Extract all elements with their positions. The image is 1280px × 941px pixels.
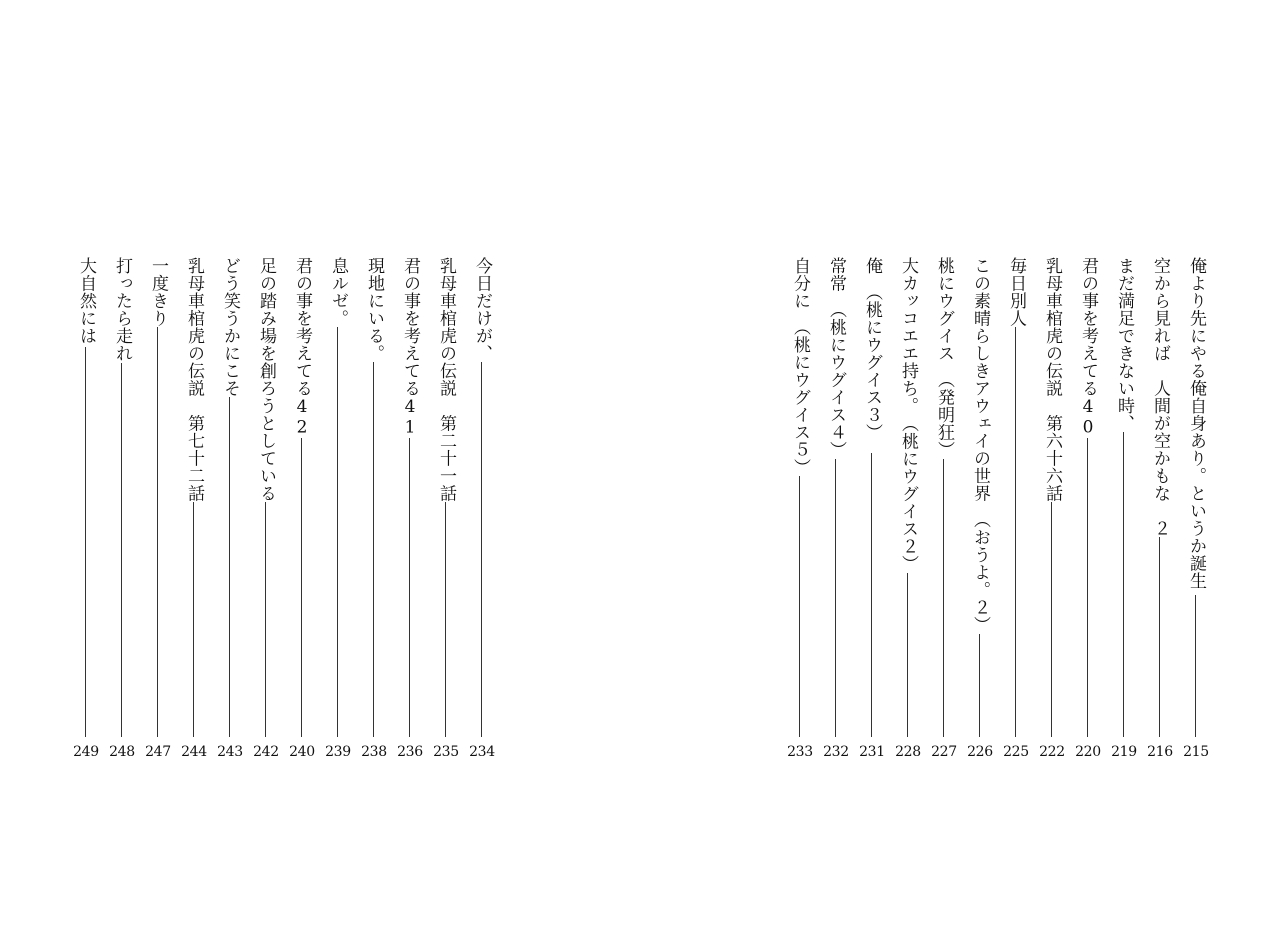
- toc-entry-page: 239: [325, 744, 351, 760]
- toc-entry[interactable]: [286, 257, 318, 767]
- toc-entry[interactable]: [1108, 257, 1140, 767]
- leader-line: [907, 547, 908, 737]
- toc-entry-title: 自分に （桃にウグイス５）: [786, 257, 814, 476]
- leader-line: [943, 443, 944, 737]
- toc-entry-title: 俺より先にやる俺自身あり。というか誕生: [1182, 257, 1210, 590]
- toc-entry-page: 242: [253, 744, 279, 760]
- toc-entry[interactable]: [784, 257, 816, 767]
- toc-entry-title: 乳母車棺虎の伝説 第七十二話: [180, 257, 208, 502]
- toc-entry-page: 236: [397, 744, 423, 760]
- toc-entry-page: 219: [1111, 744, 1137, 760]
- leader-line: [337, 323, 338, 737]
- toc-entry-page: 215: [1183, 744, 1209, 760]
- leader-line: [301, 415, 302, 737]
- toc-entry-title: 打ったら走れ: [108, 257, 136, 362]
- toc-entry-title: 足の踏み場を創ろうとしている: [252, 257, 280, 502]
- toc-entry-title: 息ルゼ。: [324, 257, 352, 327]
- toc-entry-title: 乳母車棺虎の伝説 第二十一話: [432, 257, 460, 502]
- toc-entry-title: 大カッコエエ持ち。 （桃にウグイス２）: [894, 257, 922, 573]
- toc-page-right: [640, 0, 1280, 941]
- leader-line: [193, 491, 194, 737]
- toc-entry[interactable]: [250, 257, 282, 767]
- toc-entry-page: 231: [859, 744, 885, 760]
- leader-line: [835, 443, 836, 737]
- toc-entry[interactable]: [892, 257, 924, 767]
- toc-entry-page: 220: [1075, 744, 1101, 760]
- toc-entry-page: 247: [145, 744, 171, 760]
- toc-entry[interactable]: [142, 257, 174, 767]
- toc-entry[interactable]: [820, 257, 852, 767]
- toc-entry[interactable]: [1072, 257, 1104, 767]
- toc-entry-title: 乳母車棺虎の伝説 第六十六話: [1038, 257, 1066, 502]
- toc-entry[interactable]: [430, 257, 462, 767]
- leader-line: [373, 351, 374, 737]
- toc-entry[interactable]: [928, 257, 960, 767]
- toc-entry-title: 毎日別人: [1002, 257, 1030, 327]
- leader-line: [1159, 525, 1160, 737]
- leader-line: [799, 463, 800, 737]
- toc-entry[interactable]: [394, 257, 426, 767]
- leader-line: [481, 347, 482, 737]
- toc-entry-page: 248: [109, 744, 135, 760]
- toc-entry[interactable]: [214, 257, 246, 767]
- toc-entry-page: 243: [217, 744, 243, 760]
- toc-entry[interactable]: [322, 257, 354, 767]
- toc-entry-title: まだ満足できない時、: [1110, 257, 1138, 432]
- leader-line: [85, 347, 86, 737]
- toc-entry-title: 君の事を考えてる42: [288, 257, 316, 438]
- toc-entry-page: 233: [787, 744, 813, 760]
- toc-entry-title: 君の事を考えてる40: [1074, 257, 1102, 438]
- toc-entry[interactable]: [1036, 257, 1068, 767]
- toc-entry-page: 225: [1003, 744, 1029, 760]
- leader-line: [1195, 595, 1196, 737]
- toc-entry-page: 234: [469, 744, 495, 760]
- toc-entry-title: この素晴らしきアウェイの世界 （おうよ。２）: [966, 257, 994, 634]
- toc-entry-title: 大自然には: [72, 257, 100, 345]
- toc-entry-page: 232: [823, 744, 849, 760]
- toc-entry[interactable]: [70, 257, 102, 767]
- leader-line: [229, 393, 230, 737]
- toc-entry-title: 今日だけが、: [468, 257, 496, 362]
- leader-line: [265, 493, 266, 737]
- leader-line: [1123, 413, 1124, 737]
- leader-line: [871, 453, 872, 737]
- toc-entry[interactable]: [178, 257, 210, 767]
- toc-entry[interactable]: [1180, 257, 1212, 767]
- toc-entry-page: 222: [1039, 744, 1065, 760]
- toc-entry[interactable]: [964, 257, 996, 767]
- toc-entry-title: 現地にいる。: [360, 257, 388, 362]
- leader-line: [157, 327, 158, 737]
- toc-entry-page: 228: [895, 744, 921, 760]
- toc-entry-page: 238: [361, 744, 387, 760]
- toc-entry[interactable]: [1144, 257, 1176, 767]
- leader-line: [445, 493, 446, 737]
- toc-entry-page: 227: [931, 744, 957, 760]
- toc-entry[interactable]: [106, 257, 138, 767]
- toc-entry-page: 226: [967, 744, 993, 760]
- toc-entry-page: 216: [1147, 744, 1173, 760]
- leader-line: [1087, 415, 1088, 737]
- leader-line: [1051, 493, 1052, 737]
- toc-entry-title: 一度きり: [144, 257, 172, 327]
- toc-entry-page: 235: [433, 744, 459, 760]
- toc-entry-title: 俺 （桃にウグイス３）: [858, 257, 886, 441]
- toc-entry[interactable]: [856, 257, 888, 767]
- toc-entry-page: 249: [73, 744, 99, 760]
- toc-entry[interactable]: [1000, 257, 1032, 767]
- toc-entry-title: 桃にウグイス （発明狂）: [930, 257, 958, 459]
- toc-entry-title: 君の事を考えてる41: [396, 257, 424, 438]
- toc-entry-title: どう笑うかにこそ: [216, 257, 244, 397]
- leader-line: [121, 363, 122, 737]
- toc-entry-title: 空から見れば 人間が空かもな ２: [1146, 257, 1174, 537]
- toc-entry[interactable]: [466, 257, 498, 767]
- leader-line: [1015, 323, 1016, 737]
- toc-entry-page: 240: [289, 744, 315, 760]
- leader-line: [409, 415, 410, 737]
- toc-entry[interactable]: [358, 257, 390, 767]
- toc-entry-title: 常常 （桃にウグイス４）: [822, 257, 850, 459]
- toc-entry-page: 244: [181, 744, 207, 760]
